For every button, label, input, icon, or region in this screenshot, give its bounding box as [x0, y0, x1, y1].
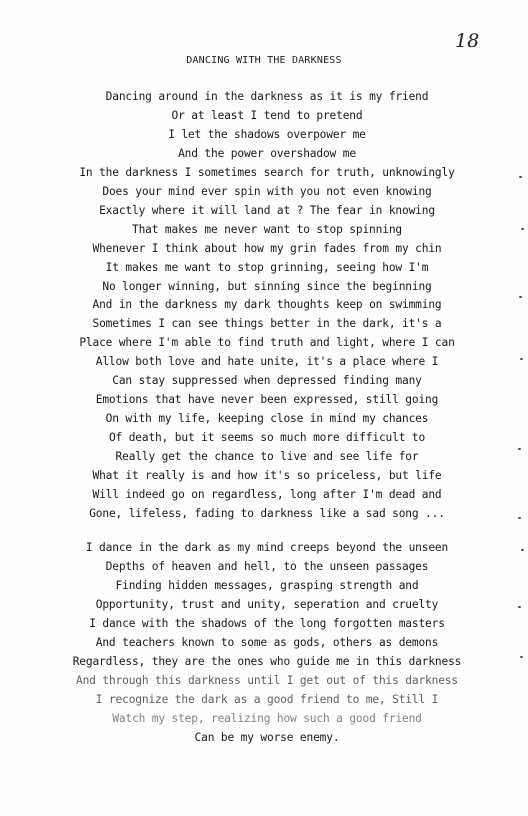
scan-speck — [518, 517, 521, 519]
poem-line: And the power overshadow me — [178, 146, 356, 160]
scan-speck — [521, 549, 524, 551]
poem-line: Depths of heaven and hell, to the unseen passages — [105, 559, 429, 573]
poem-title: DANCING WITH THE DARKNESS — [186, 55, 342, 66]
scan-speck — [518, 606, 521, 608]
poem-line: On with my life, keeping close in mind my chances — [105, 412, 429, 426]
scan-speck — [518, 448, 521, 450]
poem-line: Finding hidden messages, grasping strength and — [115, 578, 419, 592]
scan-speck — [520, 656, 523, 658]
poem-line: Can stay suppressed when depressed finding many — [112, 374, 422, 388]
poem-line: I recognize the dark as a good friend to me, Still I — [95, 692, 439, 706]
poem-line: I dance with the shadows of the long forgotten masters — [89, 616, 445, 630]
poem-line: Gone, lifeless, fading to darkness like a sad song ... — [89, 506, 445, 520]
poem-line: Allow both love and hate unite, it's a place where I — [95, 355, 439, 369]
poem-line: Of death, but it seems so much more difficult to — [108, 431, 426, 445]
poem-line: Watch my step, realizing how such a good friend — [112, 711, 422, 725]
poem-line: Or at least I tend to pretend — [171, 108, 363, 122]
poem-line: That makes me never want to stop spinning — [131, 222, 402, 236]
scan-speck — [519, 296, 522, 298]
poem-line: Opportunity, trust and unity, seperation and cruelty — [95, 597, 439, 611]
scan-speck — [519, 176, 522, 178]
scan-speck — [521, 228, 524, 230]
poem-line: And through this darkness until I get out of this darkness — [76, 673, 458, 687]
page-number: 18 — [455, 30, 480, 52]
poem-line: Really get the chance to live and see life for — [115, 450, 419, 464]
poem-line: Does your mind ever spin with you not even knowing — [102, 184, 432, 198]
poem-line: In the darkness I sometimes search for truth, unknowingly — [79, 165, 455, 179]
poem-line: Can be my worse enemy. — [194, 730, 340, 744]
poem-line: Emotions that have never been expressed, still going — [95, 393, 439, 407]
scan-speck — [520, 358, 523, 360]
poem-line: And teachers known to some as gods, others as demons — [95, 635, 439, 649]
poem-line: What it really is and how it's so priceless, but life — [92, 469, 442, 483]
poem-line: No longer winning, but sinning since the beginning — [102, 279, 432, 293]
poem-line: Exactly where it will land at ? The fear in knowing — [99, 203, 435, 217]
poem-line: Sometimes I can see things better in the dark, it's a — [92, 317, 442, 331]
poem-line: Dancing around in the darkness as it is my friend — [105, 90, 429, 103]
stanza-2 — [0, 539, 528, 747]
poem-line: Place where I'm able to find truth and light, where I can — [79, 336, 455, 350]
poem-line: And in the darkness my dark thoughts keep on swimming — [92, 298, 442, 312]
poem-line: I dance in the dark as my mind creeps beyond the unseen — [85, 541, 449, 554]
poem-line: It makes me want to stop grinning, seeing how I'm — [105, 260, 429, 274]
poem-line: Will indeed go on regardless, long after I'm dead and — [92, 488, 442, 502]
poem-line: Regardless, they are the ones who guide me in this darkness — [72, 654, 462, 668]
poem-line: I let the shadows overpower me — [168, 127, 366, 141]
poem-line: Whenever I think about how my grin fades from my chin — [92, 241, 442, 255]
stanza-1 — [0, 88, 528, 524]
